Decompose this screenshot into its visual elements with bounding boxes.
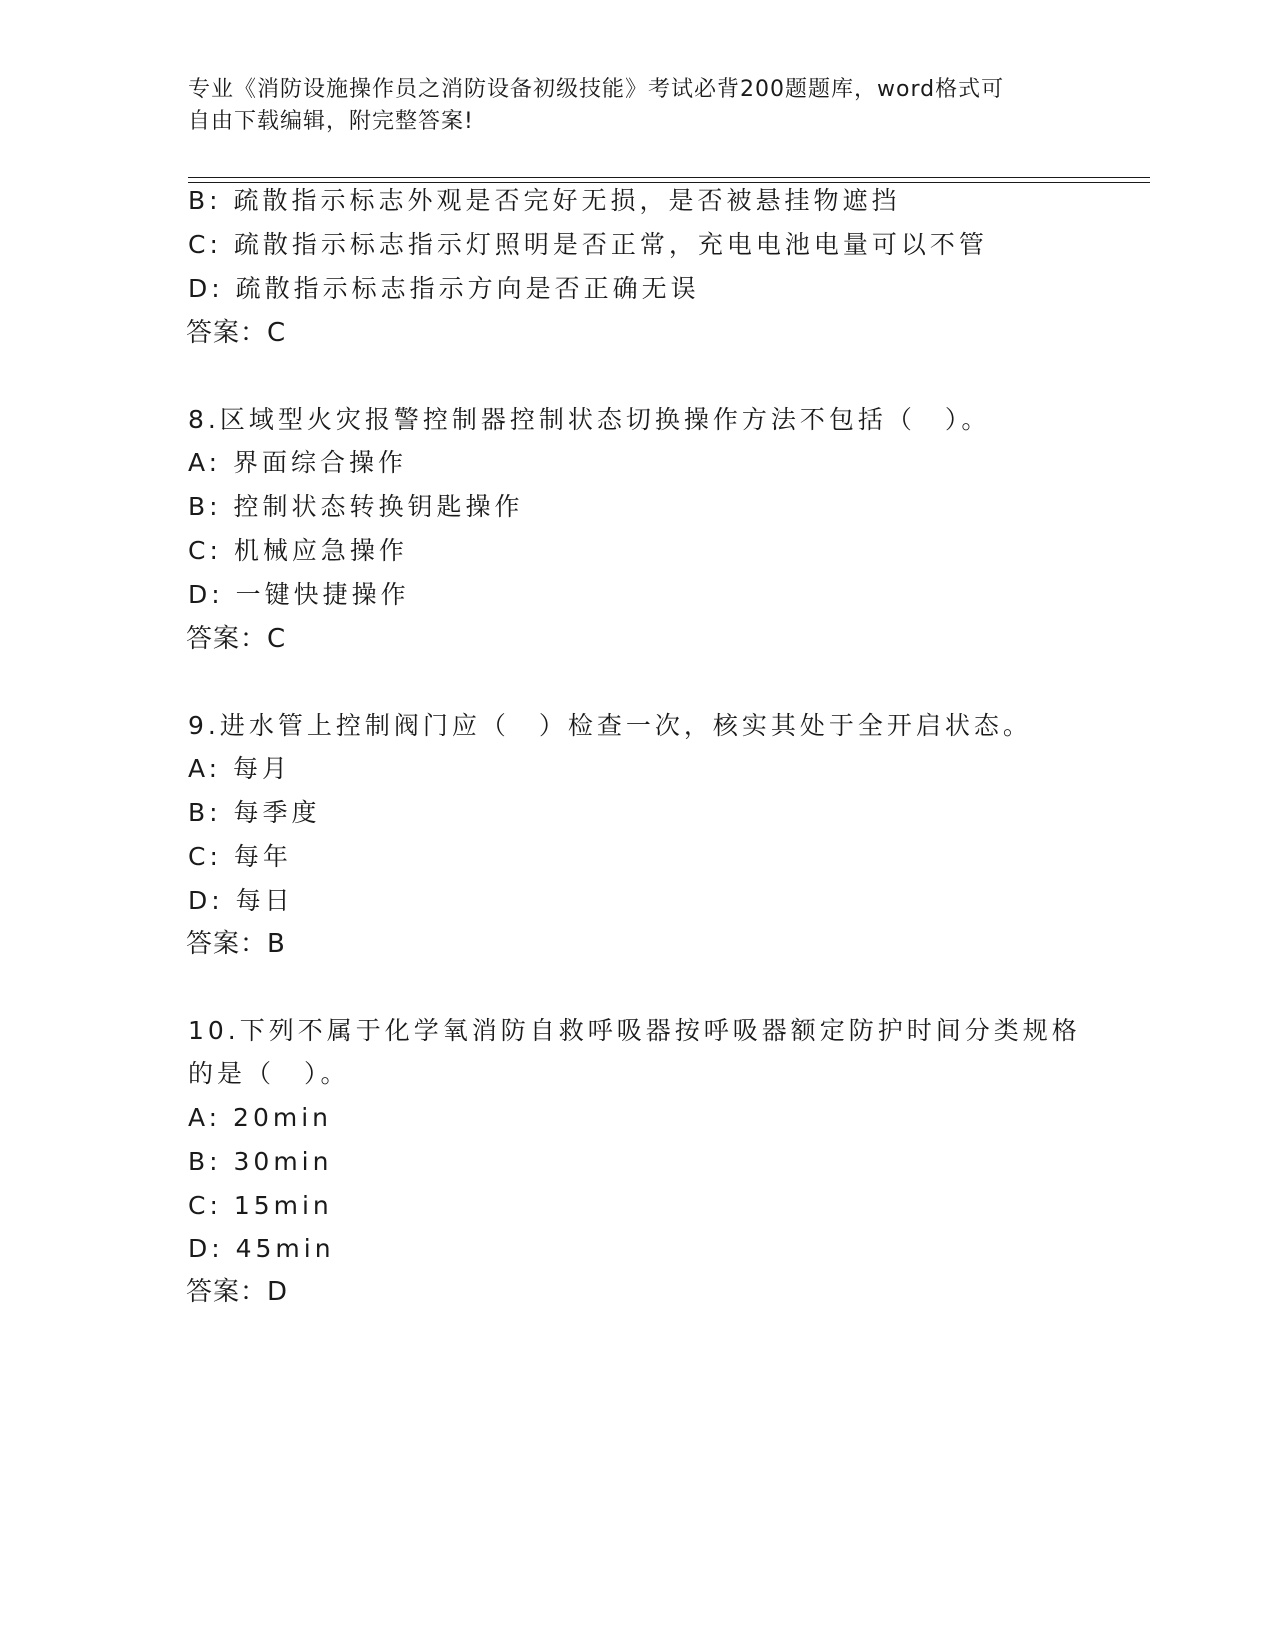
- q9-answer: 答案：B: [186, 929, 286, 959]
- q8-answer: 答案：C: [186, 624, 287, 654]
- header-line-2: 自由下载编辑，附完整答案!: [188, 109, 474, 134]
- header-line-1: 专业《消防设施操作员之消防设备初级技能》考试必背200题题库，word格式可: [188, 77, 1005, 102]
- q8-option-d: D: 一键快捷操作: [188, 580, 410, 609]
- q9-option-b: B: 每季度: [188, 798, 321, 827]
- q8-option-b: B: 控制状态转换钥匙操作: [188, 492, 524, 521]
- header-divider-top: [188, 177, 1150, 178]
- q10-option-c: C: 15min: [188, 1191, 333, 1220]
- q7-answer: 答案：C: [186, 318, 287, 348]
- q9-option-d: D: 每日: [188, 886, 294, 915]
- q7-option-b: B: 疏散指示标志外观是否完好无损，是否被悬挂物遮挡: [188, 186, 901, 215]
- q8-option-a: A: 界面综合操作: [188, 448, 408, 477]
- q7-option-c: C: 疏散指示标志指示灯照明是否正常，充电电池电量可以不管: [188, 230, 988, 259]
- document-header: [188, 74, 1068, 138]
- q10-option-d: D: 45min: [188, 1234, 335, 1263]
- q9-option-a: A: 每月: [188, 754, 292, 783]
- header-divider-bottom: [188, 182, 1150, 183]
- q8-stem: 8.区域型火灾报警控制器控制状态切换操作方法不包括（ ）。: [188, 405, 991, 434]
- q10-stem-line-1: 10.下列不属于化学氧消防自救呼吸器按呼吸器额定防护时间分类规格: [188, 1016, 1081, 1045]
- q8-option-c: C: 机械应急操作: [188, 536, 408, 565]
- q9-option-c: C: 每年: [188, 842, 292, 871]
- q7-option-d: D: 疏散指示标志指示方向是否正确无误: [188, 274, 700, 303]
- q10-answer: 答案：D: [186, 1277, 289, 1307]
- q10-option-a: A: 20min: [188, 1103, 332, 1132]
- q10-stem-line-2: 的是（ ）。: [188, 1059, 350, 1088]
- q9-stem: 9.进水管上控制阀门应（ ）检查一次，核实其处于全开启状态。: [188, 711, 1032, 740]
- q10-option-b: B: 30min: [188, 1147, 333, 1176]
